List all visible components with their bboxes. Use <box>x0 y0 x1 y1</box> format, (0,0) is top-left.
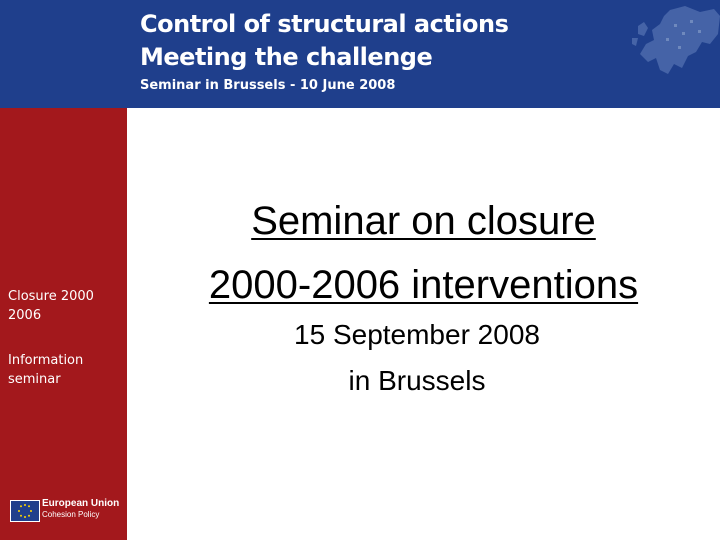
eu-flag-icon <box>10 500 40 522</box>
seminar-location: in Brussels <box>348 365 486 396</box>
banner-subtitle: Seminar in Brussels - 10 June 2008 <box>140 78 396 93</box>
europe-map-icon <box>630 4 720 84</box>
sidebar-closure-label: Closure 2000 2006 <box>8 289 94 323</box>
sidebar-seminar-label: Information seminar <box>8 353 84 387</box>
logo-line2: Cohesion Policy <box>42 510 100 519</box>
header-banner <box>0 0 720 108</box>
main-title-line2: 2000-2006 interventions <box>208 263 639 307</box>
main-title-line1: Seminar on closure <box>251 199 596 243</box>
eu-cohesion-logo <box>10 498 120 524</box>
logo-line1: European Union <box>42 498 120 509</box>
sidebar-panel <box>0 108 127 540</box>
seminar-date: 15 September 2008 <box>294 319 540 350</box>
banner-title-line1: Control of structural actions <box>140 10 509 38</box>
banner-title-line2: Meeting the challenge <box>140 43 433 71</box>
